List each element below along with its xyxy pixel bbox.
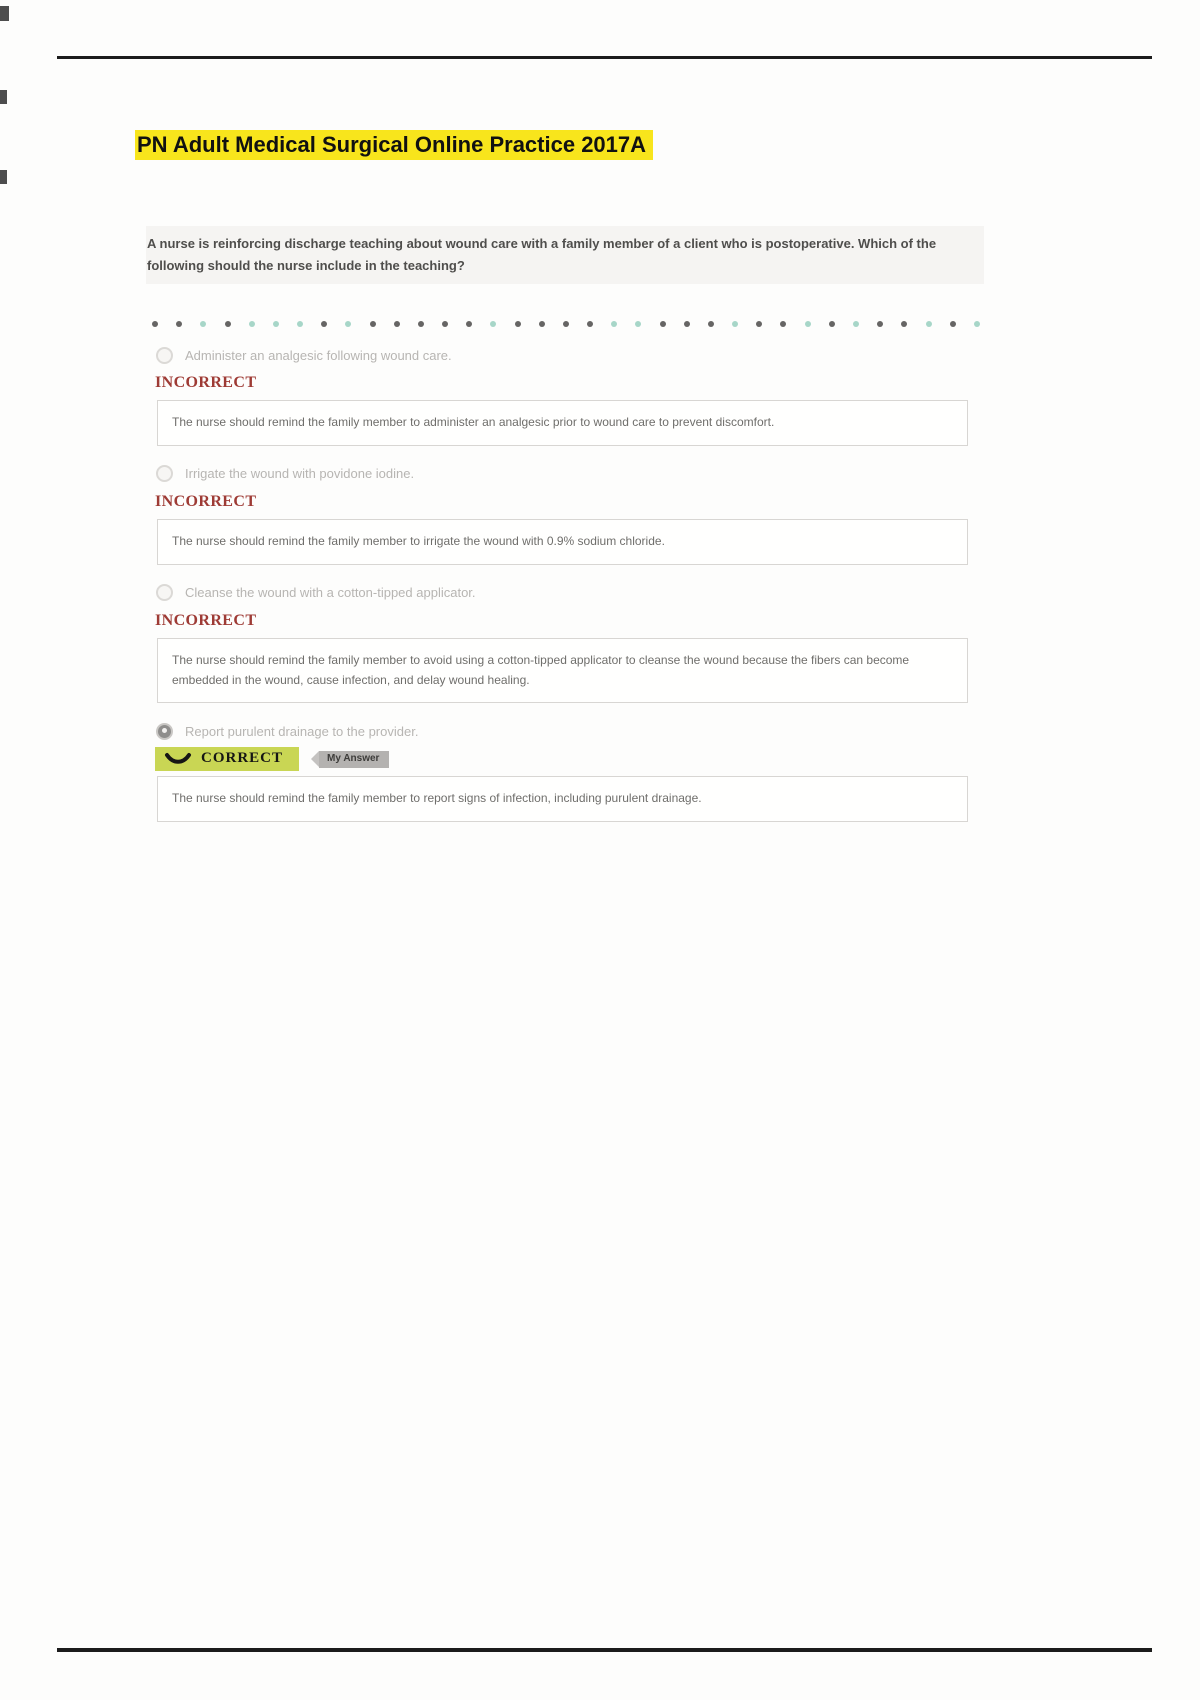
page-title <box>135 130 985 160</box>
page-title-highlight: PN Adult Medical Surgical Online Practice 2017A <box>135 130 653 160</box>
smile-icon <box>164 752 192 765</box>
answer-option-group <box>135 583 985 704</box>
progress-dot <box>490 321 496 327</box>
progress-dot <box>176 321 182 327</box>
progress-dot <box>611 321 617 327</box>
progress-dot <box>829 321 835 327</box>
tag-arrow-icon <box>311 751 319 767</box>
answer-option-2[interactable] <box>156 464 985 484</box>
progress-dot <box>273 321 279 327</box>
progress-dot <box>515 321 521 327</box>
rationale-box <box>157 519 968 565</box>
progress-dot <box>466 321 472 327</box>
rationale-text: The nurse should remind the family member to avoid using a cotton-tipped applicator to cleanse the wound because the fibers can become embedded in the wound, cause infection, and delay wound healing. <box>172 652 910 687</box>
rationale-text: The nurse should remind the family member to irrigate the wound with 0.9% sodium chloride. <box>172 533 665 548</box>
progress-dot <box>563 321 569 327</box>
progress-dot <box>950 321 956 327</box>
progress-dot <box>635 321 641 327</box>
progress-dot <box>708 321 714 327</box>
verdict-row <box>155 748 985 770</box>
progress-dots <box>152 320 980 327</box>
progress-dot <box>297 321 303 327</box>
correct-label: CORRECT <box>201 750 284 767</box>
progress-dot <box>660 321 666 327</box>
progress-dot <box>877 321 883 327</box>
progress-dot <box>370 321 376 327</box>
answer-option-group <box>135 464 985 565</box>
bottom-rule <box>57 1648 1152 1652</box>
progress-dot <box>901 321 907 327</box>
progress-dot <box>756 321 762 327</box>
document-content <box>135 130 985 822</box>
answer-option-label: Irrigate the wound with povidone iodine. <box>185 466 415 482</box>
progress-dot <box>225 321 231 327</box>
progress-dot <box>200 321 206 327</box>
incorrect-label: INCORRECT <box>155 374 257 392</box>
top-rule <box>57 56 1152 59</box>
scan-artifact <box>0 6 9 21</box>
progress-dot <box>345 321 351 327</box>
answer-option-group <box>135 721 985 822</box>
rationale-box <box>157 776 968 822</box>
question-text: A nurse is reinforcing discharge teaching about wound care with a family member of a client who is postoperative. Which of the following should the nurse include in the teaching? <box>146 226 984 284</box>
my-answer-label: My Answer <box>327 752 380 764</box>
progress-dot <box>442 321 448 327</box>
radio-button[interactable] <box>156 465 173 482</box>
rationale-box <box>157 400 968 446</box>
radio-button[interactable] <box>156 347 173 364</box>
progress-dot <box>684 321 690 327</box>
my-answer-tag <box>319 751 389 768</box>
radio-button-selected[interactable] <box>156 723 173 740</box>
progress-dot <box>249 321 255 327</box>
rationale-text: The nurse should remind the family member to report signs of infection, including purulent drainage. <box>172 791 702 806</box>
verdict-row <box>155 491 985 513</box>
answer-option-3[interactable] <box>156 583 985 603</box>
progress-dot <box>321 321 327 327</box>
incorrect-label: INCORRECT <box>155 492 257 510</box>
answer-option-label: Report purulent drainage to the provider. <box>185 723 419 739</box>
progress-dot <box>539 321 545 327</box>
progress-dot <box>805 321 811 327</box>
rationale-box <box>157 638 968 704</box>
verdict-row <box>155 372 985 394</box>
progress-dot <box>152 321 158 327</box>
answer-option-4[interactable] <box>156 721 985 741</box>
progress-dot <box>732 321 738 327</box>
progress-dot <box>394 321 400 327</box>
progress-dot <box>974 321 980 327</box>
progress-dot <box>926 321 932 327</box>
scan-artifact <box>0 170 7 184</box>
incorrect-label: INCORRECT <box>155 611 257 629</box>
answer-option-label: Cleanse the wound with a cotton-tipped applicator. <box>185 585 476 601</box>
answer-option-label: Administer an analgesic following wound care. <box>185 347 452 363</box>
progress-dot <box>853 321 859 327</box>
rationale-text: The nurse should remind the family member to administer an analgesic prior to wound care to prevent discomfort. <box>172 415 775 430</box>
correct-badge <box>155 747 299 771</box>
radio-button[interactable] <box>156 584 173 601</box>
progress-dot <box>780 321 786 327</box>
progress-dot <box>587 321 593 327</box>
answer-option-group <box>135 345 985 446</box>
progress-dot <box>418 321 424 327</box>
answer-option-1[interactable] <box>156 345 985 365</box>
scan-artifact <box>0 90 7 104</box>
verdict-row <box>155 610 985 632</box>
